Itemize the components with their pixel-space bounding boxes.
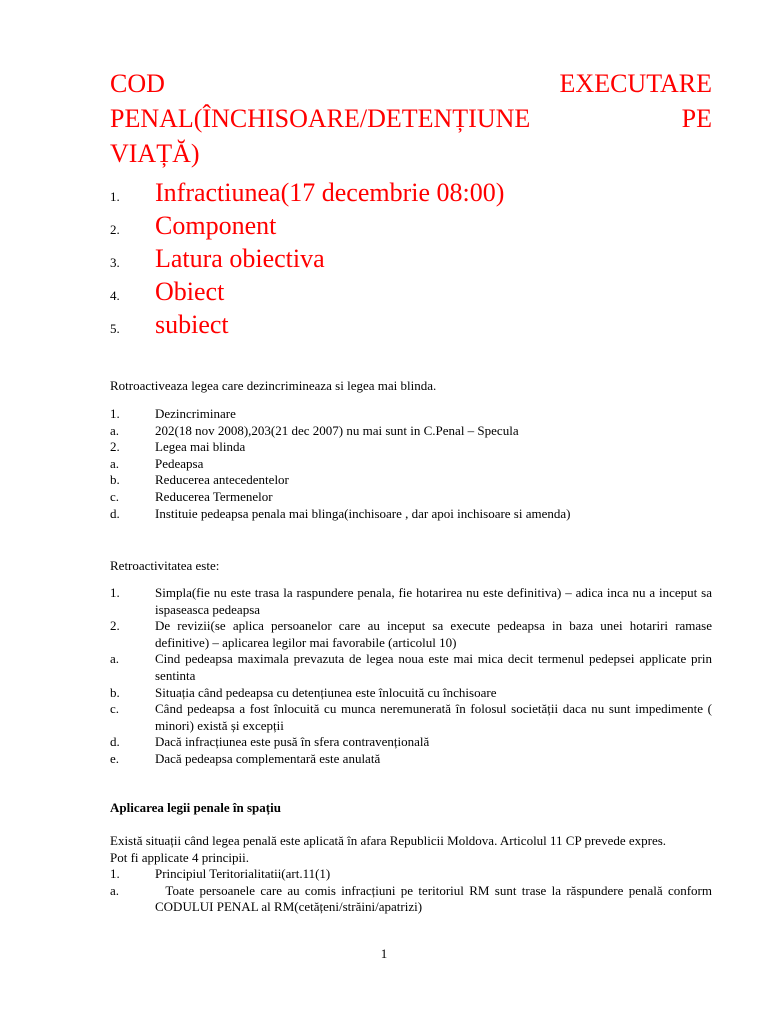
title-line-1	[110, 66, 712, 101]
list-marker: a.	[110, 882, 120, 898]
paragraph: Există situații când legea penală este aplicată în afara Republicii Moldova. Articolul 11 CP prevede expres.	[110, 833, 667, 848]
list-text: Toate persoanele care au comis infracțiuni pe teritoriul RM sunt trase la răspundere penală conform CODULUI PENAL al RM(cetățeni/străini/apatrizi)	[155, 882, 716, 915]
list-text: Situația când pedeapsa cu detențiunea este înlocuită cu închisoare	[155, 684, 497, 700]
list-text: subiect	[155, 310, 229, 339]
list-marker: a.	[110, 651, 120, 667]
list-item	[110, 734, 712, 751]
list-marker: e.	[110, 750, 120, 766]
list-text: 202(18 nov 2008),203(21 dec 2007) nu mai sunt in C.Penal – Specula	[155, 422, 519, 438]
list-number: 4.	[110, 288, 120, 303]
list-text: Instituie pedeapsa penala mai blinga(inchisoare , dar apoi inchisoare si amenda)	[155, 505, 571, 521]
list-text: Când pedeapsa a fost înlocuită cu munca neremunerată în folosul societății daca nu sunt impedimente ( minori) există și excepții	[155, 701, 712, 733]
title-line-2	[110, 101, 712, 136]
paragraph: Pot fi applicate 4 principii.	[110, 849, 249, 865]
list-text: Simpla(fie nu este trasa la raspundere penala, fie hotarirea nu este definitiva) – adica inca nu a inceput sa ispaseasca pedeapsa	[155, 585, 712, 617]
list-text: Reducerea antecedentelor	[155, 472, 289, 488]
list-item	[110, 651, 712, 684]
list-item	[110, 439, 712, 456]
list-text: Pedeapsa	[155, 455, 204, 471]
list-item	[110, 423, 712, 440]
list-item	[110, 585, 712, 618]
list-item	[110, 456, 712, 473]
list-marker: b.	[110, 472, 120, 488]
list-item	[110, 685, 712, 702]
list-text: Reducerea Termenelor	[155, 488, 273, 504]
list-text: Obiect	[155, 277, 225, 306]
main-topic-list	[110, 178, 504, 343]
spatiu-section	[110, 800, 712, 817]
list-item	[110, 489, 712, 506]
list-text: Latura obiectiva	[155, 244, 325, 273]
list-text: De revizii(se aplica persoanelor care au inceput sa execute pedeapsa in baza unei hotariri ramase definitive) – aplicarea legilor mai favorabile (articolul 10)	[155, 618, 712, 650]
list-text: Principiul Teritorialitatii(art.11(1)	[155, 866, 331, 882]
list-number: 1.	[110, 189, 120, 204]
title-word: VIAȚĂ)	[110, 139, 200, 168]
list-item	[110, 277, 504, 310]
list-number: 2.	[110, 222, 120, 237]
list-marker: 2.	[110, 439, 120, 455]
retro-intro: Rotroactiveaza legea care dezincrimineaza si legea mai blinda.	[110, 378, 437, 393]
list-text: Dacă infracțiunea este pusă în sfera contravențională	[155, 734, 430, 750]
retro-section	[110, 378, 712, 395]
list-marker: 1.	[110, 585, 120, 600]
title-word: PE	[681, 104, 712, 133]
list-item	[110, 406, 712, 423]
list-marker: c.	[110, 701, 120, 717]
list-number: 5.	[110, 321, 120, 336]
list-marker: 1.	[110, 406, 120, 421]
list-item	[110, 866, 712, 883]
list-item	[110, 506, 712, 523]
list-marker: b.	[110, 684, 120, 700]
list-marker: d.	[110, 505, 120, 521]
title-line-3	[110, 136, 712, 171]
list-item	[110, 618, 712, 651]
list-text: Dacă pedeapsa complementară este anulată	[155, 750, 381, 766]
list-marker: 1.	[110, 866, 120, 882]
list-item	[110, 244, 504, 277]
section-heading: Aplicarea legii penale în spațiu	[110, 800, 281, 815]
retro-list	[110, 406, 712, 522]
title-word: EXECUTARE	[559, 69, 712, 98]
page-number: 1	[380, 946, 388, 961]
retroactivitate-section	[110, 558, 712, 575]
list-marker: c.	[110, 488, 120, 504]
list-marker: a.	[110, 422, 120, 438]
list-marker: a.	[110, 455, 120, 471]
list-item	[110, 751, 712, 768]
list-text: Cind pedeapsa maximala prevazuta de legea noua este mai mica decit termenul pedepsei applicate prin sentinta	[155, 651, 712, 683]
list-item	[110, 882, 716, 916]
list-marker: 2.	[110, 618, 120, 634]
list-number: 3.	[110, 255, 120, 270]
list-item	[110, 211, 504, 244]
list-item	[110, 701, 712, 734]
section-title: Retroactivitatea este:	[110, 558, 220, 573]
list-marker: d.	[110, 734, 120, 750]
list-item	[110, 178, 504, 211]
title-word: COD	[110, 69, 165, 98]
title-word: PENAL(ÎNCHISOARE/DETENȚIUNE	[110, 104, 531, 133]
list-item	[110, 310, 504, 343]
list-text: Component	[155, 211, 277, 240]
list-item	[110, 472, 712, 489]
spatiu-body	[110, 833, 716, 916]
list-text: Dezincriminare	[155, 406, 236, 421]
retroactivitate-list	[110, 585, 712, 768]
list-text: Legea mai blinda	[155, 439, 246, 455]
page-title	[110, 66, 712, 171]
list-text: Infractiunea(17 decembrie 08:00)	[155, 178, 505, 207]
